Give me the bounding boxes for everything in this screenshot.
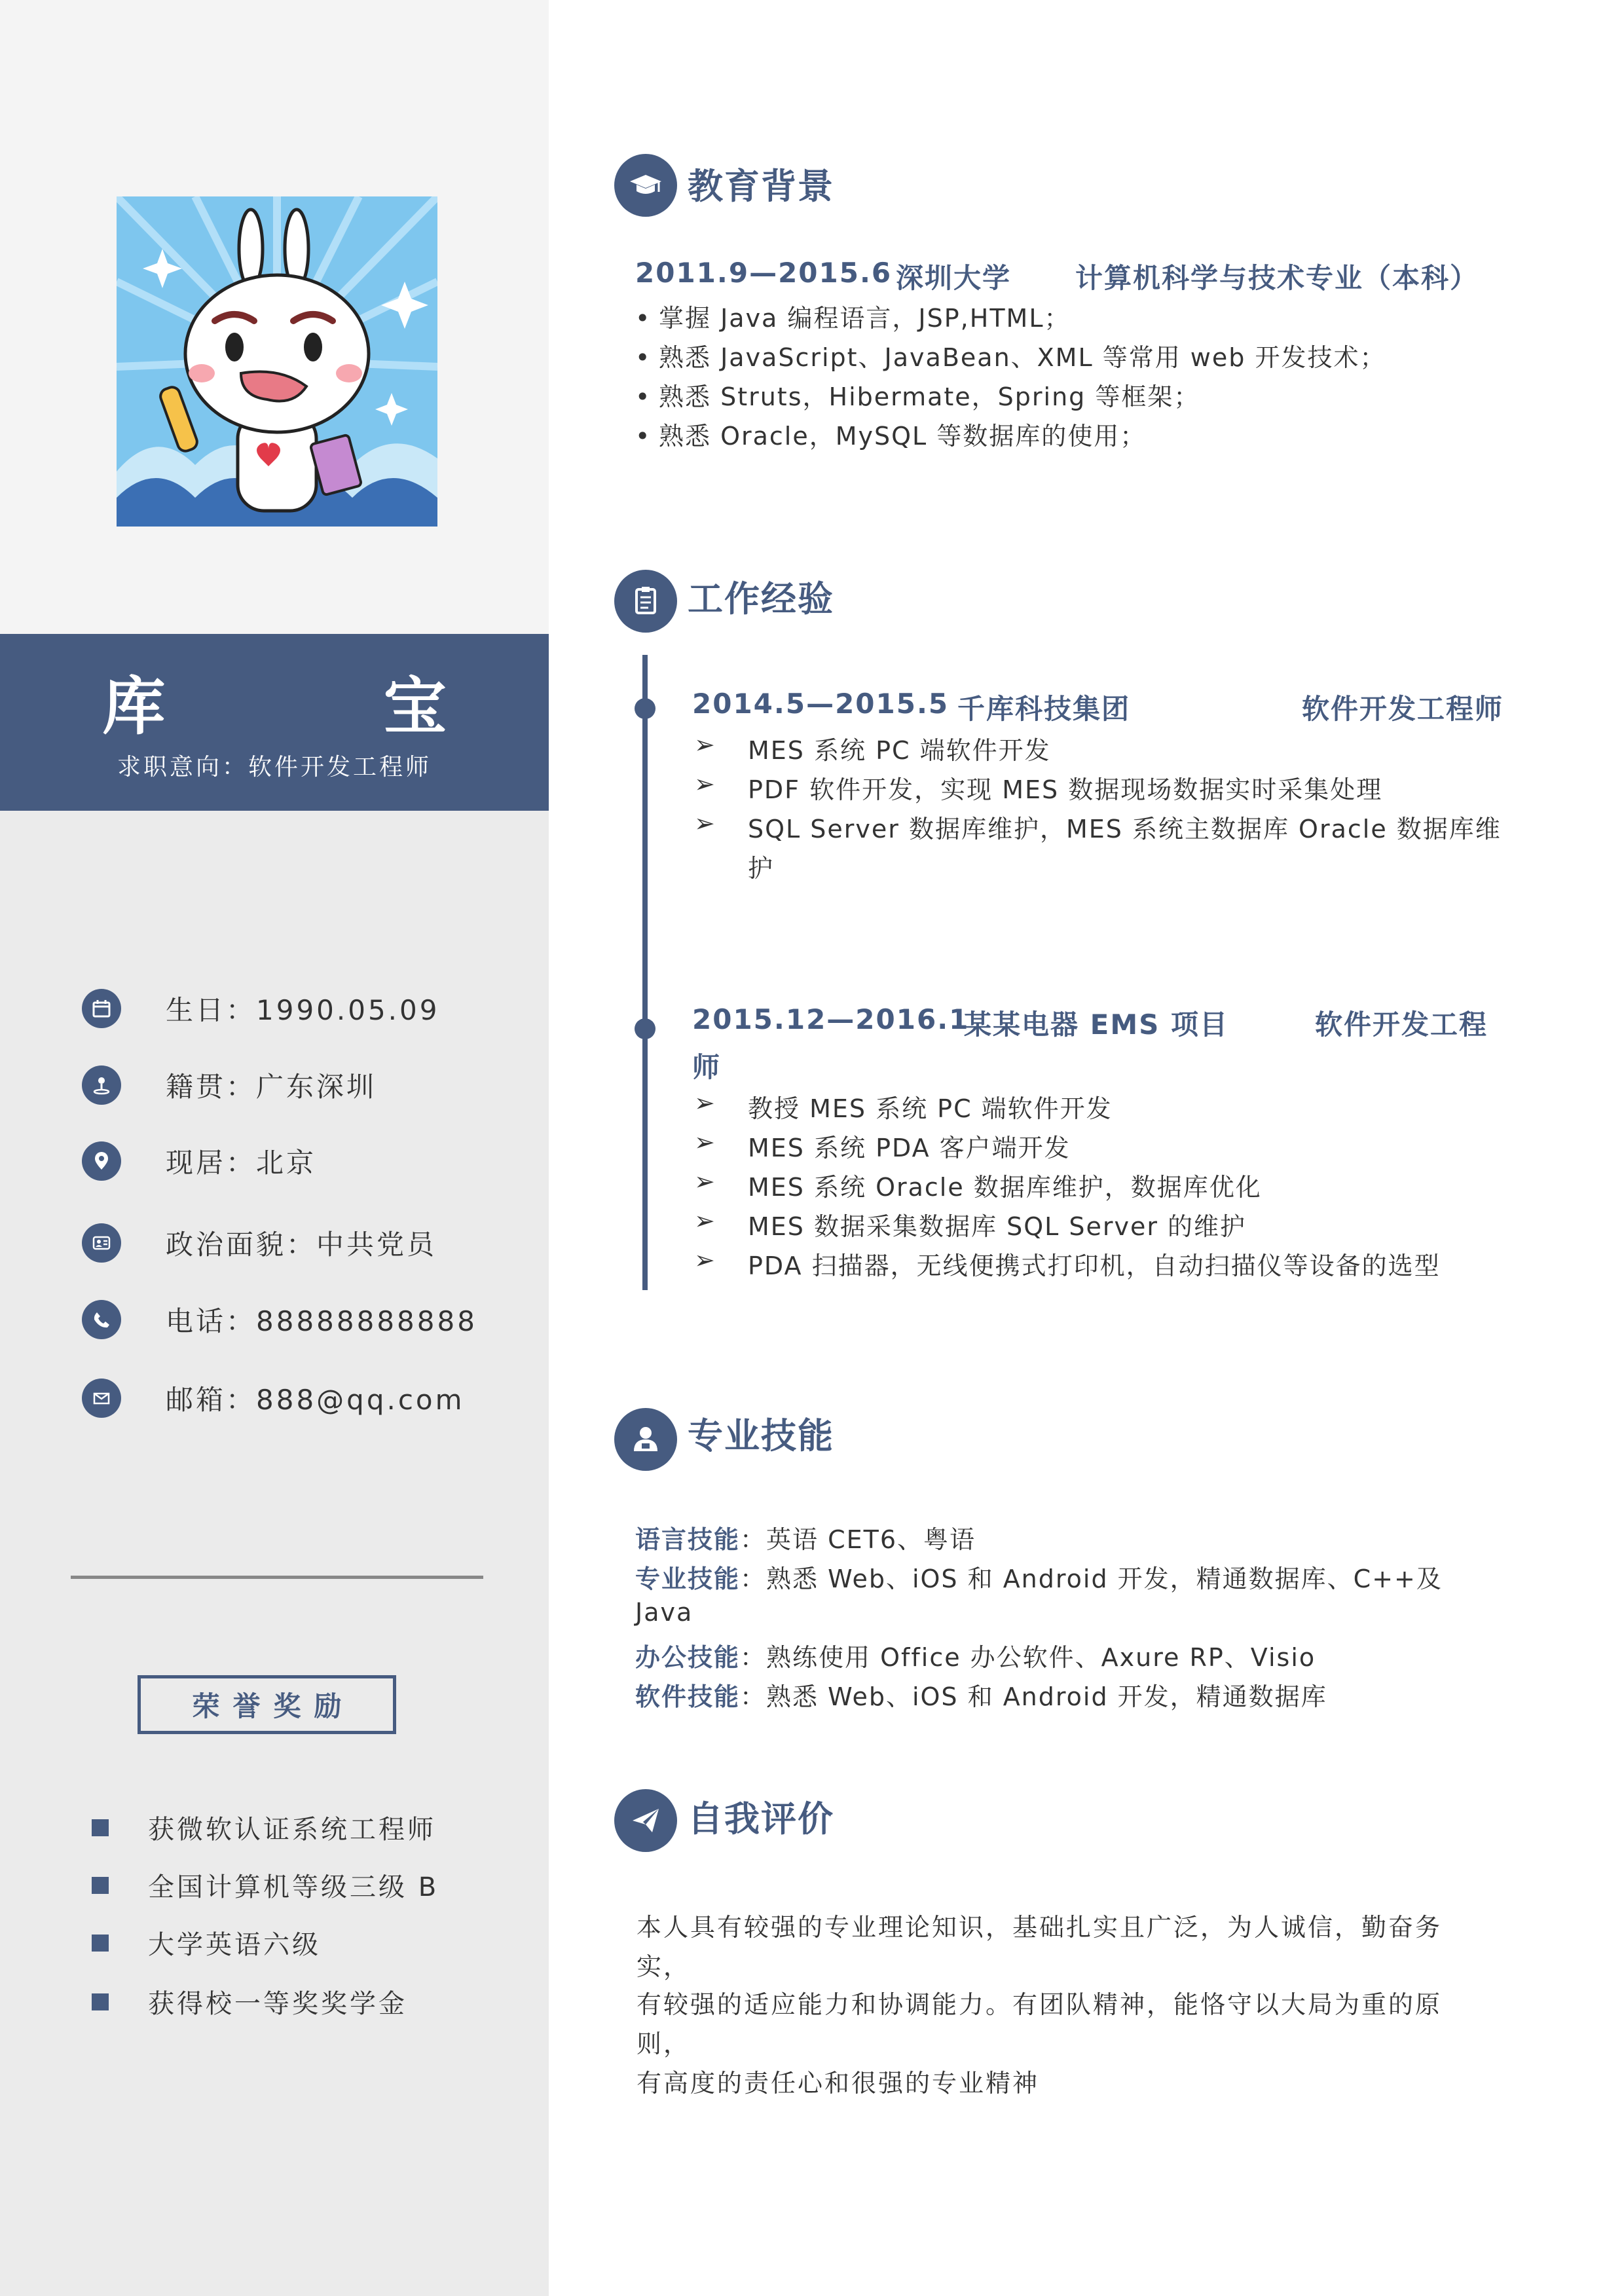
edu-bullet: • 熟悉 JavaScript、JavaBean、XML 等常用 web 开发技术； (635, 343, 1386, 372)
arrow-bullet-icon: ➢ (694, 1246, 716, 1274)
info-politics (82, 1220, 540, 1266)
timeline-dot (635, 698, 655, 719)
phone-icon (82, 1300, 121, 1339)
skill-row: 专业技能：熟悉 Web、iOS 和 Android 开发，精通数据库、C++及 (635, 1565, 1443, 1593)
arrow-bullet-icon: ➢ (694, 1128, 716, 1157)
skills-title: 专业技能 (688, 1415, 834, 1456)
edu-bullet: • 熟悉 Oracle，MySQL 等数据库的使用； (635, 422, 1147, 451)
job-intent: 求职意向：软件开发工程师 (117, 754, 432, 781)
skill-row: 办公技能：熟练使用 Office 办公软件、Axure RP、Visio (635, 1643, 1316, 1672)
arrow-bullet-icon: ➢ (694, 1088, 716, 1117)
user-icon (614, 1408, 677, 1471)
honor-text: 全国计算机等级三级 B (148, 1872, 439, 1902)
arrow-bullet-icon: ➢ (694, 769, 716, 798)
honor-text: 大学英语六级 (148, 1930, 321, 1960)
info-text: 现居：北京 (166, 1147, 317, 1179)
job-company: 千库科技集团 (957, 693, 1131, 725)
sidebar-divider (71, 1576, 483, 1579)
person-pin-icon (82, 1065, 121, 1105)
arrow-bullet-icon: ➢ (694, 730, 716, 759)
edu-school: 深圳大学 (896, 262, 1012, 294)
self-eval-line: 实， (637, 1952, 691, 1981)
honor-text: 获微软认证系统工程师 (148, 1815, 436, 1845)
info-birthday (82, 986, 540, 1031)
location-icon (82, 1141, 121, 1181)
bullet-square-icon (92, 1819, 109, 1836)
timeline-dot (635, 1018, 655, 1039)
info-text: 生日：1990.05.09 (166, 994, 440, 1026)
edu-bullet: • 熟悉 Struts，Hibermate，Spring 等框架； (635, 382, 1200, 411)
name-banner (0, 634, 549, 811)
honor-item (92, 1866, 439, 1904)
edu-major: 计算机科学与技术专业（本科） (1075, 262, 1479, 294)
edu-bullet: • 掌握 Java 编程语言，JSP,HTML； (635, 304, 1071, 333)
avatar (117, 196, 437, 527)
self-eval-line: 则， (637, 2029, 691, 2058)
graduation-cap-icon (614, 154, 677, 217)
job-period: 2014.5—2015.5 (692, 688, 950, 720)
skill-row-cont: Java (635, 1598, 693, 1627)
skill-row: 软件技能：熟悉 Web、iOS 和 Android 开发，精通数据库 (635, 1682, 1327, 1711)
job-role: 软件开发工程 (1315, 1009, 1488, 1041)
info-residence (82, 1138, 540, 1184)
education-title: 教育背景 (688, 166, 834, 207)
job-role-cont: 师 (692, 1051, 722, 1083)
info-text: 政治面貌：中共党员 (166, 1229, 437, 1261)
edu-period: 2011.9—2015.6 (635, 257, 893, 289)
honor-text: 获得校一等奖奖学金 (148, 1989, 407, 2019)
honor-item (92, 1809, 436, 1846)
self-eval-line: 有较强的适应能力和协调能力。有团队精神，能恪守以大局为重的原 (637, 1990, 1443, 2019)
work-title: 工作经验 (688, 578, 834, 620)
arrow-bullet-icon: ➢ (694, 809, 716, 838)
mail-icon (82, 1379, 121, 1418)
bullet-square-icon (92, 1993, 109, 2010)
info-text: 电话：88888888888 (166, 1305, 477, 1337)
id-card-icon (82, 1223, 121, 1263)
bullet-square-icon (92, 1877, 109, 1894)
info-phone (82, 1297, 540, 1342)
info-text: 籍贯：广东深圳 (166, 1071, 377, 1103)
honors-title: 荣誉奖励 (138, 1675, 396, 1734)
arrow-bullet-icon: ➢ (694, 1167, 716, 1196)
info-text: 邮箱：888@qq.com (166, 1384, 465, 1416)
info-email (82, 1375, 540, 1421)
job-role: 软件开发工程师 (1302, 693, 1504, 725)
skill-row: 语言技能：英语 CET6、粤语 (635, 1525, 976, 1554)
self-eval-line: 有高度的责任心和很强的专业精神 (637, 2069, 1040, 2098)
self-eval-title: 自我评价 (688, 1798, 834, 1840)
candidate-name: 库 宝 (102, 670, 545, 743)
paper-plane-icon (614, 1789, 677, 1852)
clipboard-icon (614, 570, 677, 633)
self-eval-line: 本人具有较强的专业理论知识，基础扎实且广泛，为人诚信，勤奋务 (637, 1913, 1443, 1942)
info-hometown (82, 1062, 540, 1108)
timeline-line (642, 655, 648, 1290)
honor-item (92, 1983, 407, 2020)
job-period: 2015.12—2016.1 (692, 1003, 970, 1035)
honor-item (92, 1924, 321, 1961)
bullet-square-icon (92, 1935, 109, 1952)
arrow-bullet-icon: ➢ (694, 1206, 716, 1235)
job-company: 某某电器 EMS 项目 (964, 1009, 1228, 1041)
calendar-icon (82, 989, 121, 1028)
